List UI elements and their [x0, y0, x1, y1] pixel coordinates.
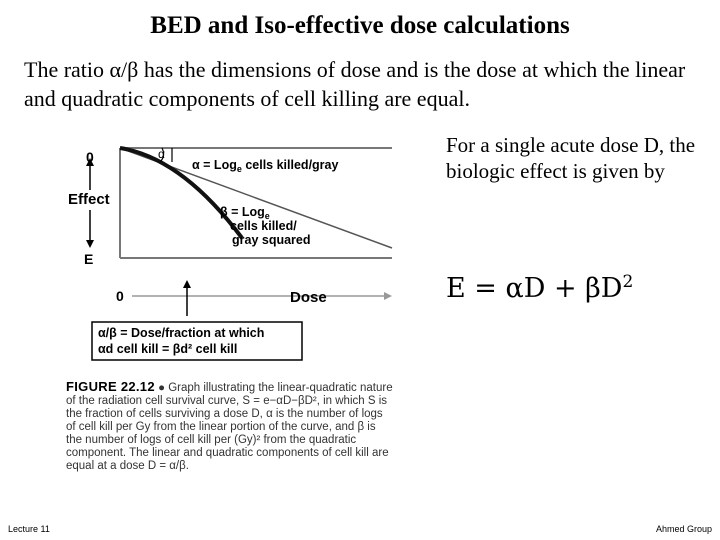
effect-arrow-down-head [86, 240, 94, 248]
side-text: For a single acute dose D, the biologic effect is given by [446, 133, 696, 183]
figure-caption [66, 380, 394, 473]
equation [446, 272, 633, 304]
footer-left: Lecture 11 [8, 524, 50, 534]
beta-label-1: β = Log$_e$ [220, 205, 270, 221]
equation-lhs: E = αD + βD [446, 273, 623, 304]
beta-label-2: cells killed/ [230, 219, 297, 233]
alpha-symbol: α [158, 147, 165, 161]
caption-text: Graph illustrating the linear-quadratic nature of the radiation cell survival curve, S = e−αD−βD², in which S is the fraction of cells surviving a dose D, α is the number of logs of cell kill per Gy from the linear portion of the curve, and β is the number of logs of cell kill per (Gy)² from the quadratic component. The linear and quadratic components of cell kill are equal at a dose D = α/β. [66, 382, 393, 472]
alpha-label: α = Log$_e$ cells killed/gray [192, 158, 339, 174]
dose-axis-head [384, 292, 392, 300]
beta-label-3: gray squared [232, 233, 311, 247]
x-axis-label: Dose [290, 289, 327, 306]
y-bottom-label: E [84, 251, 94, 267]
y-axis-label: Effect [68, 191, 110, 208]
footer-right: Ahmed Group [655, 524, 712, 534]
equation-exponent: 2 [622, 272, 634, 292]
x-origin-label: 0 [116, 288, 124, 304]
box-line-2: αd cell kill = βd² cell kill [98, 342, 238, 356]
slide-title: BED and Iso-effective dose calculations [150, 12, 570, 39]
lq-diagram [62, 138, 402, 378]
caption-head: FIGURE 22.12 [66, 379, 155, 394]
y-top-label: 0 [86, 149, 94, 165]
alpha-beta-arrow-head [183, 280, 191, 288]
caption-dot-icon: ● [158, 382, 166, 394]
box-line-1: α/β = Dose/fraction at which [98, 326, 265, 340]
intro-text: The ratio α/β has the dimensions of dose and is the dose at which the linear and quadratic components of cell killing are equal. [24, 57, 686, 111]
